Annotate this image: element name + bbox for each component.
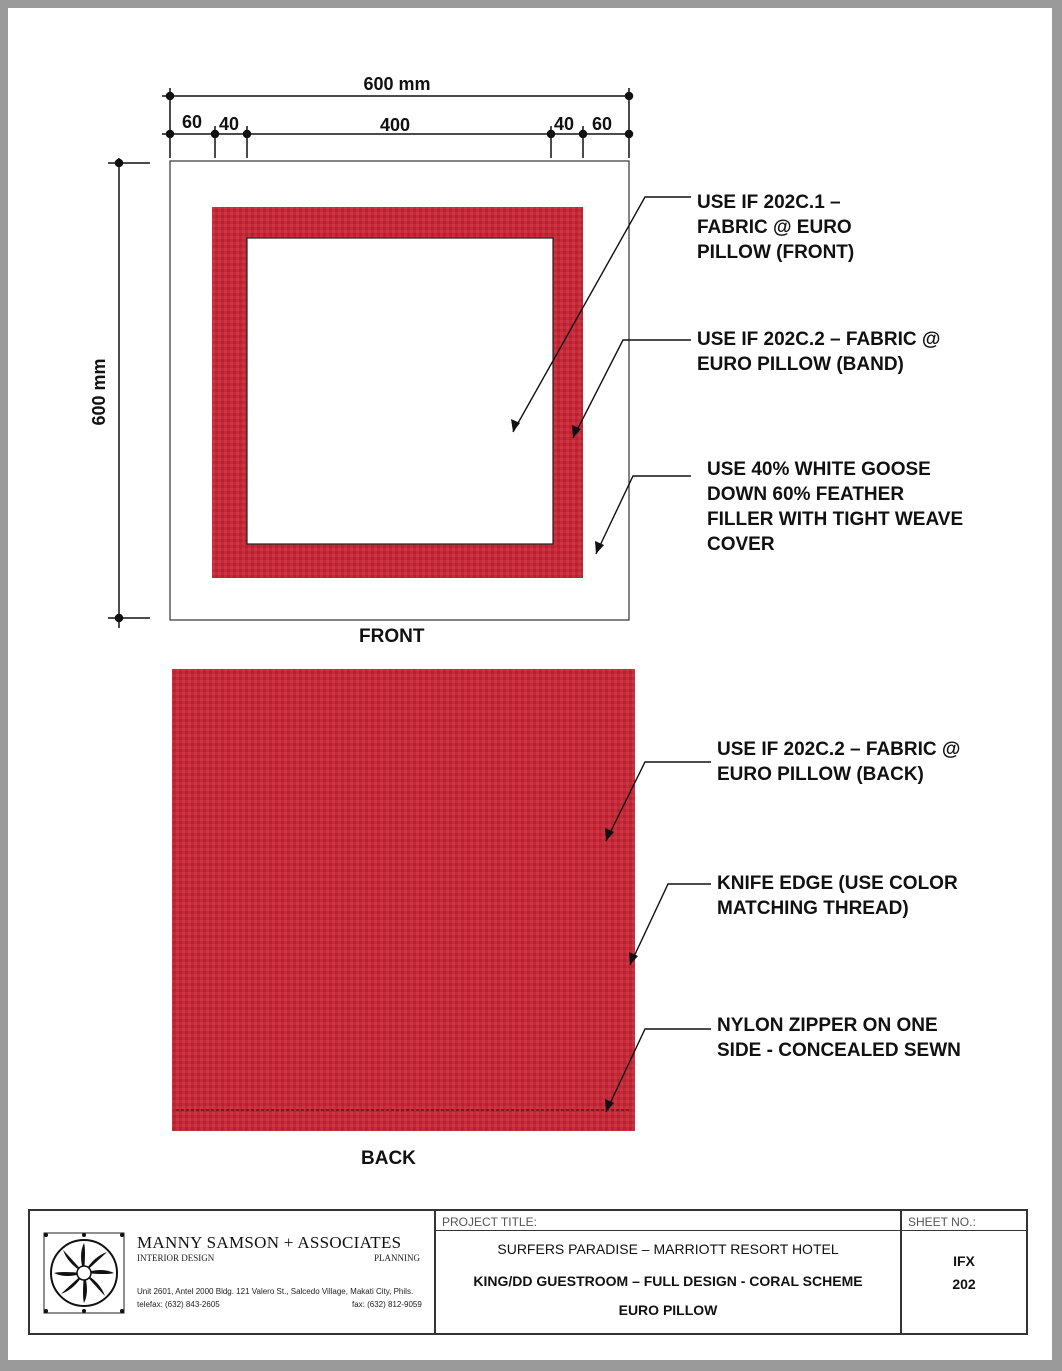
firm-discipline-right: PLANNING [374, 1253, 420, 1263]
project-name: SURFERS PARADISE – MARRIOTT RESORT HOTEL [497, 1241, 839, 1257]
project-cell [436, 1211, 902, 1333]
back-view [172, 669, 635, 1131]
firm-cell [30, 1211, 436, 1333]
front-view [170, 161, 629, 620]
overall-height-label: 600 mm [89, 358, 109, 426]
overall-width-label: 600 mm [363, 74, 431, 94]
back-fabric-panel [172, 669, 635, 1131]
note-zipper: NYLON ZIPPER ON ONE SIDE - CONCEALED SEWN [717, 1015, 961, 1061]
sheet-no-label: SHEET NO.: [908, 1215, 976, 1229]
firm-logo-icon [42, 1231, 126, 1315]
note-back-fabric: USE IF 202C.2 – FABRIC @ EURO PILLOW (BACK) [717, 739, 961, 785]
drawing-item: EURO PILLOW [618, 1302, 718, 1318]
note-filler: USE 40% WHITE GOOSE DOWN 60% FEATHER FILLER WITH TIGHT WEAVE COVER [707, 459, 964, 555]
segment-40-right: 40 [553, 114, 575, 134]
project-divider [436, 1230, 900, 1231]
sheet-cell [902, 1211, 1026, 1333]
drawing-sheet [8, 8, 1052, 1360]
note-band-fabric: USE IF 202C.2 – FABRIC @ EURO PILLOW (BAND) [697, 329, 941, 375]
firm-telefax: telefax: (632) 843-2605 [137, 1300, 220, 1309]
back-view-label: BACK [361, 1148, 416, 1169]
firm-fax: fax: (632) 812-9059 [352, 1300, 422, 1309]
project-scheme: KING/DD GUESTROOM – FULL DESIGN - CORAL SCHEME [473, 1273, 863, 1289]
segment-60-right: 60 [591, 114, 613, 134]
segment-60-left: 60 [181, 112, 203, 132]
firm-name: MANNY SAMSON + ASSOCIATES [137, 1233, 402, 1252]
firm-discipline-left: INTERIOR DESIGN [137, 1253, 215, 1263]
project-title-label: PROJECT TITLE: [442, 1215, 537, 1229]
note-knife-edge: KNIFE EDGE (USE COLOR MATCHING THREAD) [717, 873, 958, 919]
left-dimension [108, 158, 150, 628]
segment-40-left: 40 [218, 114, 240, 134]
front-center-panel [247, 238, 553, 544]
sheet-code: IFX [953, 1253, 975, 1269]
firm-address: Unit 2601, Antel 2000 Bldg. 121 Valero St., Salcedo Village, Makati City, Phils. [137, 1287, 414, 1296]
front-view-label: FRONT [359, 626, 425, 647]
segment-400: 400 [379, 115, 411, 135]
sheet-divider [902, 1230, 1026, 1231]
note-front-fabric: USE IF 202C.1 – FABRIC @ EURO PILLOW (FRONT) [697, 192, 855, 263]
sheet-number: 202 [952, 1276, 976, 1292]
title-block [28, 1209, 1028, 1335]
